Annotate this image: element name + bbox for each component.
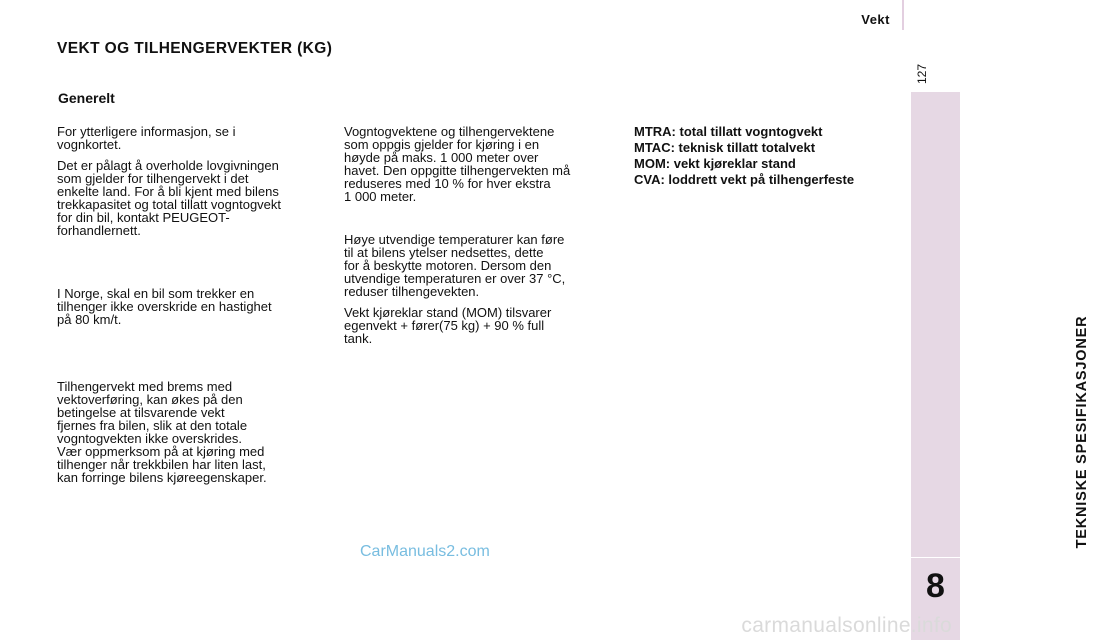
paragraph-more-info: For ytterligere informasjon, se i vognkortet.: [57, 124, 236, 152]
paragraph-braked-trailer: Tilhengervekt med brems med vektoverføring, kan økes på den betingelse at tilsvarende vekt fjernes fra bilen, slik at den totale vogntogvekten ikke overskrides. Vær oppmerksom på at kjøring med tilhenger når trekkbilen har liten last, kan forringe bilens kjøreegenskaper.: [57, 379, 267, 485]
definition-mom: MOM: vekt kjøreklar stand: [634, 156, 796, 171]
paragraph-norway-speed: I Norge, skal en bil som trekker en tilhenger ikke overskride en hastighet på 80 km/t.: [57, 286, 272, 327]
text-column-left: [57, 125, 332, 492]
header-divider: [902, 0, 904, 30]
paragraph-temperature: Høye utvendige temperaturer kan føre til at bilens ytelser nedsettes, dette for å beskytte motoren. Dersom den utvendige temperaturen er over 37 °C, reduser tilhengevekten.: [344, 232, 566, 299]
chapter-number: 8: [926, 566, 945, 605]
header-section-word: Vekt: [861, 12, 890, 27]
definitions-list: [634, 125, 904, 189]
watermark-carmanualsonline: carmanualsonline.info: [741, 614, 952, 637]
side-tab-divider: [911, 557, 960, 558]
section-subheading: Generelt: [58, 90, 115, 106]
page-number: 127: [915, 63, 929, 85]
chapter-side-label: TEKNISKE SPESIFIKASJONER: [1074, 315, 1090, 549]
watermark-carmanuals2: CarManuals2.com: [360, 543, 490, 560]
paragraph-legislation: Det er pålagt å overholde lovgivningen som gjelder for tilhengervekt i det enkelte land. For å bli kjent med bilens trekkapasitet og total tillatt vogntogvekt for din bil, kontakt PEUGEOT- forhandlernett.: [57, 158, 282, 238]
definition-mtra: MTRA: total tillatt vogntogvekt: [634, 124, 823, 139]
paragraph-altitude: Vogntogvektene og tilhengervektene som oppgis gjelder for kjøring i en høyde på maks. 1 000 meter over havet. Den oppgitte tilhengervekten må reduseres med 10 % for hver ekstra 1 000 meter.: [344, 124, 571, 204]
paragraph-kerb-weight: Vekt kjøreklar stand (MOM) tilsvarer egenvekt + fører(75 kg) + 90 % full tank.: [344, 305, 552, 346]
definition-mtac: MTAC: teknisk tillatt totalvekt: [634, 140, 816, 155]
page-title: VEKT OG TILHENGERVEKTER (KG): [57, 40, 333, 57]
definition-cva: CVA: loddrett vekt på tilhengerfeste: [634, 172, 855, 187]
text-column-middle: [344, 125, 619, 353]
